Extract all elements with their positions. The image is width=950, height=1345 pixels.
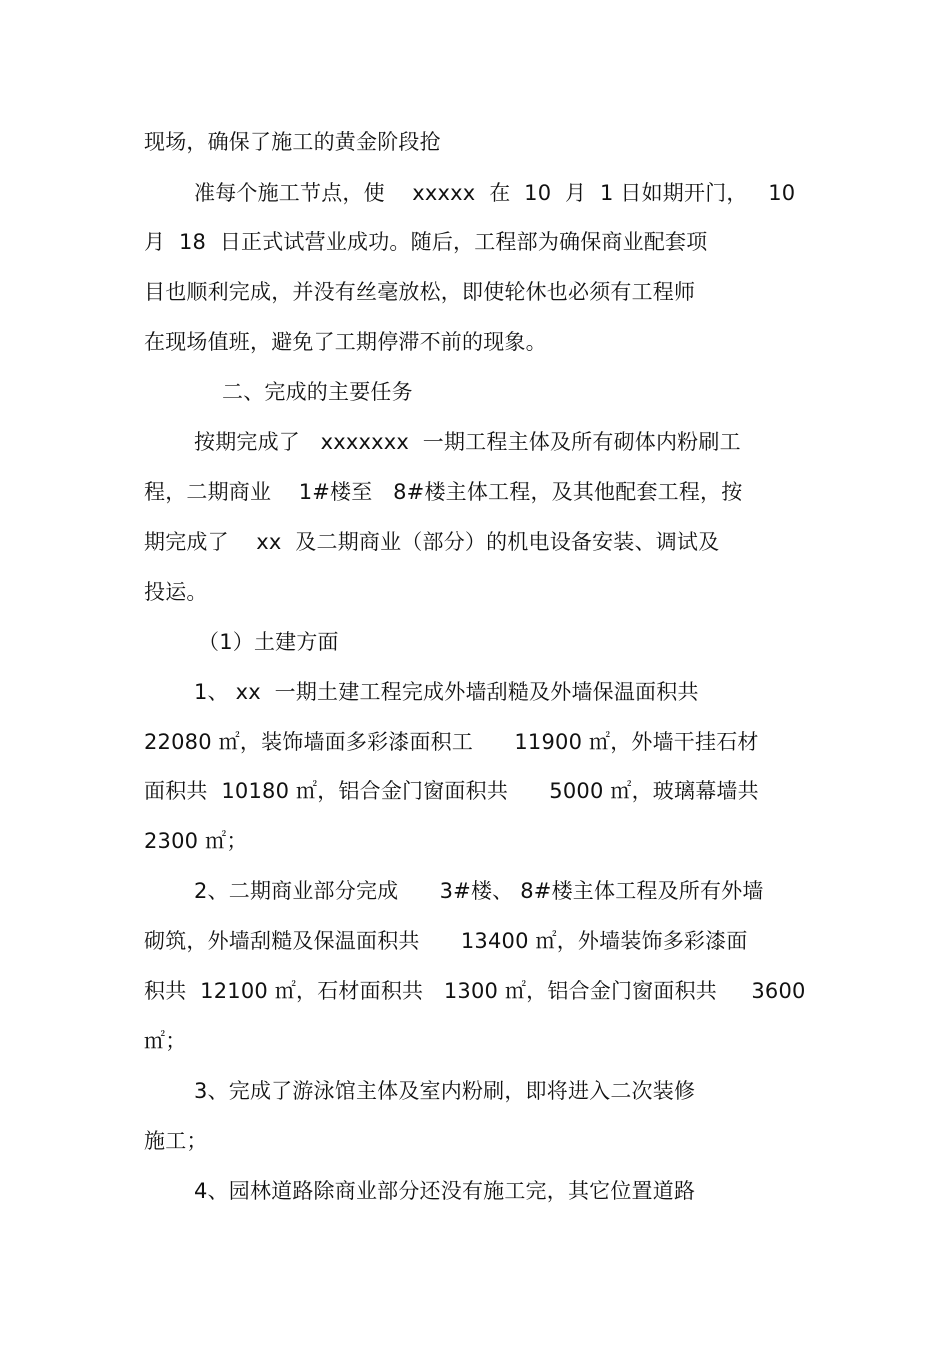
text-line: 现场，确保了施工的黄金阶段抢 [144,130,441,154]
subsection-heading: （1）土建方面 [198,630,339,654]
text-line: 施工； [144,1129,208,1153]
text-line: ㎡； [144,1029,187,1053]
text-line: 1、 xx 一期土建工程完成外墙刮糙及外墙保温面积共 [194,680,699,704]
text-line: 2300 ㎡； [144,829,248,853]
text-line: 积共 12100 ㎡，石材面积共 1300 ㎡，铝合金门窗面积共 3600 [144,979,806,1003]
text-line: 月 18 日正式试营业成功。随后，工程部为确保商业配套项 [144,230,708,254]
text-line: 投运。 [144,580,208,604]
text-line: 准每个施工节点，使 xxxxx 在 10 月 1 日如期开门， 10 [194,181,796,205]
text-line: 22080 ㎡，装饰墙面多彩漆面积工 11900 ㎡，外墙干挂石材 [144,730,759,754]
text-line: 期完成了 xx 及二期商业（部分）的机电设备安装、调试及 [144,530,720,554]
section-heading: 二、完成的主要任务 [222,380,413,404]
text-line: 面积共 10180 ㎡，铝合金门窗面积共 5000 ㎡，玻璃幕墙共 [144,779,759,803]
text-line: 按期完成了 xxxxxxx 一期工程主体及所有砌体内粉刷工 [194,430,741,454]
text-line: 4、园林道路除商业部分还没有施工完，其它位置道路 [194,1179,696,1203]
text-line: 目也顺利完成，并没有丝毫放松，即使轮休也必须有工程师 [144,280,696,304]
text-line: 3、完成了游泳馆主体及室内粉刷，即将进入二次装修 [194,1079,696,1103]
text-line: 程，二期商业 1#楼至 8#楼主体工程，及其他配套工程，按 [144,480,743,504]
text-line: 砌筑，外墙刮糙及保温面积共 13400 ㎡，外墙装饰多彩漆面 [144,929,748,953]
text-line: 2、二期商业部分完成 3#楼、 8#楼主体工程及所有外墙 [194,879,764,903]
text-line: 在现场值班，避免了工期停滞不前的现象。 [144,330,547,354]
